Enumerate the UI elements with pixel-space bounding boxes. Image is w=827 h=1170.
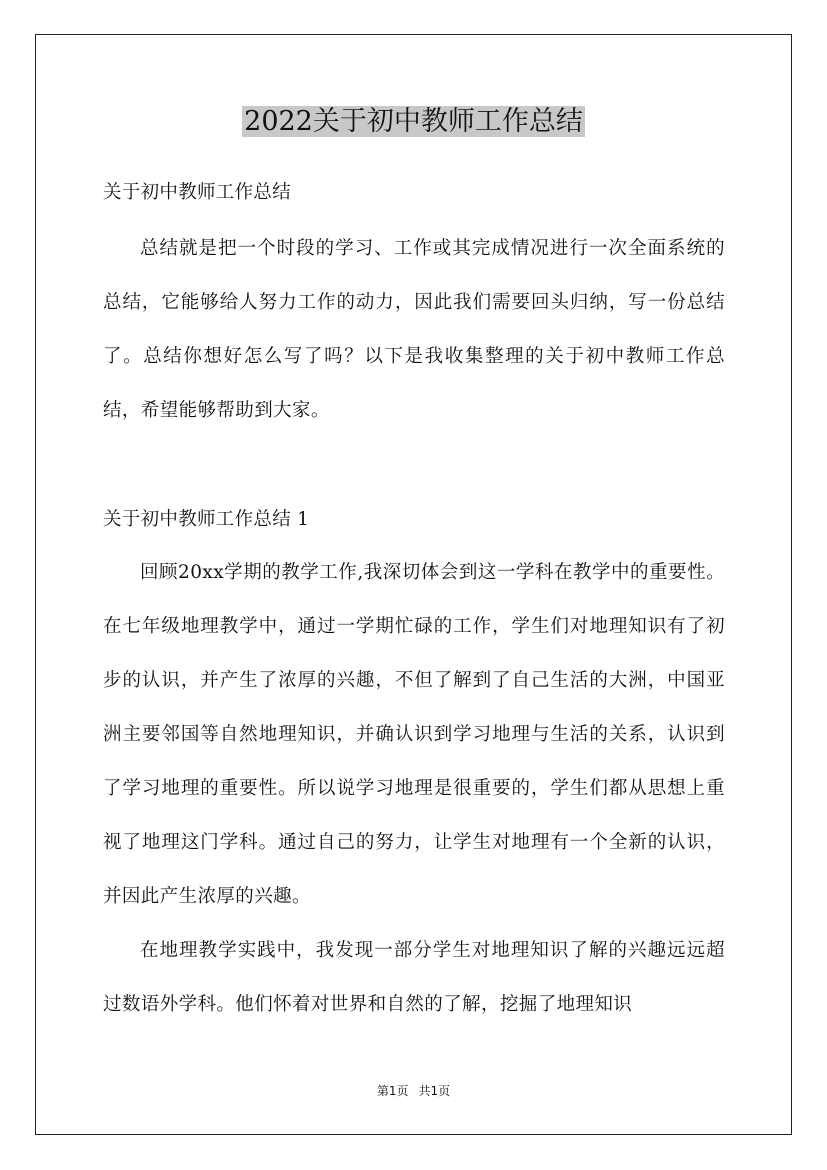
document-title: [0, 100, 827, 144]
page-footer: [0, 1082, 827, 1100]
page-total: 共1页: [418, 1084, 451, 1098]
body-paragraph-1: 回顾20xx学期的教学工作,我深切体会到这一学科在教学中的重要性。在七年级地理教学中，通过一学期忙碌的工作，学生们对地理知识有了初步的认识，并产生了浓厚的兴趣，不但了解到了自己生活的大洲，中国亚洲主要邻国等自然地理知识，并确认识到学习地理与生活的关系，认识到了学习地理的重要性。所以说学习地理是很重要的，学生们都从思想上重视了地理这门学科。通过自己的努力，让学生对地理有一个全新的认识，并因此产生浓厚的兴趣。: [103, 562, 725, 907]
body-paragraph-2: 在地理教学实践中，我发现一部分学生对地理知识了解的兴趣远远超过数语外学科。他们怀着对世界和自然的了解，挖掘了地理知识: [103, 940, 725, 1015]
document-title-text: 2022关于初中教师工作总结: [244, 106, 583, 137]
intro-paragraph: 总结就是把一个时段的学习、工作或其完成情况进行一次全面系统的总结，它能够给人努力工作的动力，因此我们需要回头归纳，写一份总结了。总结你想好怎么写了吗？以下是我收集整理的关于初中教师工作总结，希望能够帮助到大家。: [103, 238, 725, 421]
document-subtitle: 关于初中教师工作总结: [103, 182, 292, 203]
section-heading: 关于初中教师工作总结 1: [103, 509, 310, 530]
page-number: 第1页: [376, 1084, 409, 1098]
